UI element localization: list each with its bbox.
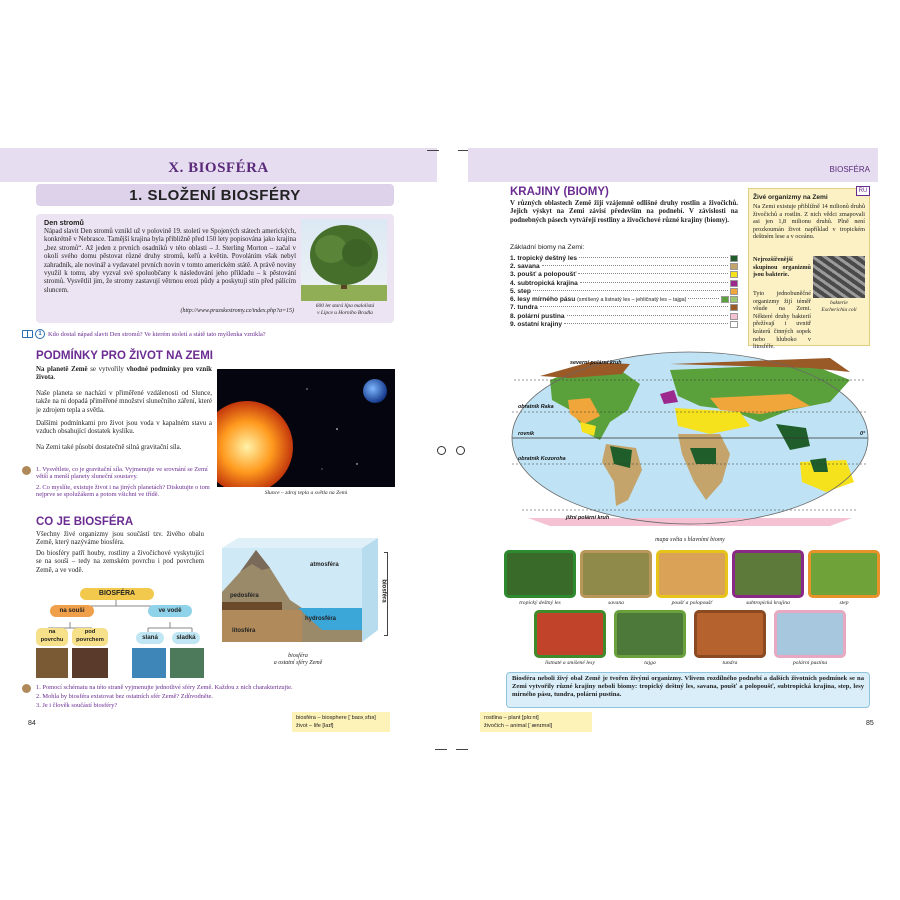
right-vocab-1: rostlina – plant [plɑːnt] xyxy=(484,715,539,721)
map-equator-label: rovník xyxy=(518,431,535,437)
biome-photo-temperate-forest xyxy=(534,610,606,658)
biome-caption: step xyxy=(839,600,849,606)
crop-mark xyxy=(435,749,447,750)
biome-row: 1. tropický deštný les xyxy=(510,254,738,262)
register-mark xyxy=(456,446,465,455)
discussion-icon xyxy=(22,466,31,475)
lesson-title: 1. SLOŽENÍ BIOSFÉRY xyxy=(129,187,301,204)
biome-row: 5. step xyxy=(510,287,738,295)
info-text: Na Zemi existuje přibližně 14 milionů druhů živočichů a rostlin. Z nich vědci zmapovali asi jen 1,8 milionu druhů. Plně není prozkoumán život například v tropickém deštném lese a v oceánu. xyxy=(753,203,865,241)
right-vocab-2: živočich – animal [ˈænɪməl] xyxy=(484,723,553,729)
layer-hydrosphere: hydrosféra xyxy=(305,616,337,622)
biosphere-question-3: 3. Je i člověk součástí biosféry? xyxy=(36,702,118,709)
book-icon xyxy=(22,330,33,338)
sun-photo-caption: Slunce – zdroj tepla a světla na Zemi xyxy=(264,490,348,496)
info-heading-2: Nejrozšířenější skupinou organizmů jsou bakterie. xyxy=(753,256,811,279)
sun-earth-photo xyxy=(217,369,395,487)
map-capricorn-label: obratník Kozoroha xyxy=(518,456,566,462)
biosphere-para-1: Všechny živé organizmy jsou součástí tzv. živého obalu Země, který nazýváme biosféra. xyxy=(36,531,204,547)
layer-lithosphere: litosféra xyxy=(232,628,256,634)
biosphere-para-2: Do biosféry patří houby, rostliny a živočichové vyskytující se na souši – tedy na zemském povrchu i pod povrchem Země, a ve vodě. xyxy=(36,550,204,574)
map-antarctic-label: jižní polární kruh xyxy=(566,515,610,521)
biome-photo-taiga xyxy=(614,610,686,658)
tree-box-source: (http://www.prazskestromy.cz/index.php?a=15) xyxy=(180,308,294,314)
left-vocab-1: biosféra – biosphere [ˈbaɪəˌsfɪə] xyxy=(296,715,376,721)
info-badge: RU xyxy=(856,186,870,196)
spheres-diagram xyxy=(212,530,384,642)
left-page-number: 84 xyxy=(28,720,36,727)
layer-pedosphere: pedosféra xyxy=(230,593,259,599)
fish-photo xyxy=(170,648,204,678)
biome-caption: subtropická krajina xyxy=(746,600,790,606)
map-cancer-label: obratník Raka xyxy=(518,404,554,410)
discussion-icon-2 xyxy=(22,684,31,693)
biome-row: 7. tundra xyxy=(510,304,738,312)
bacteria-caption-1: bakterie xyxy=(830,300,848,306)
conditions-para-2: Naše planeta se nachází v přiměřené vzdálenosti od Slunce, takže na ni dopadá přiměřené množství slunečního záření, které je zdrojem tepla a světla. xyxy=(36,390,212,414)
map-caption: mapa světa s hlavními biomy xyxy=(655,537,725,543)
biomes-list xyxy=(510,254,738,329)
right-page xyxy=(468,148,900,738)
biome-photo-polar xyxy=(774,610,846,658)
dolphin-photo xyxy=(132,648,166,678)
tree-photo xyxy=(301,219,387,301)
conditions-para-1: Na planetě Země se vytvořily vhodné podmínky pro vznik života. xyxy=(36,366,212,382)
biome-photo-tundra xyxy=(694,610,766,658)
conditions-question-1: 1. Vysvětlete, co je gravitační síla. Vyjmenujte ve srovnání se Zemí větší a menší planety sluneční soustavy. xyxy=(36,466,208,481)
conditions-heading: PODMÍNKY PRO ŽIVOT NA ZEMI xyxy=(36,350,213,362)
biome-row: 6. lesy mírného pásu (smíšený a listnatý les – jehličnatý les – tajga) xyxy=(510,295,738,303)
diagram-surface: na povrchu xyxy=(36,628,68,646)
map-arctic-label: severní polární kruh xyxy=(570,360,622,366)
biome-row: 8. polární pustina xyxy=(510,312,738,320)
conditions-para-4: Na Zemi také působí dostatečně silná gravitační síla. xyxy=(36,444,182,451)
biome-photo-desert xyxy=(656,550,728,598)
biome-row: 4. subtropická krajina xyxy=(510,279,738,287)
biome-photo-subtropical xyxy=(732,550,804,598)
biome-caption: tundra xyxy=(722,660,738,666)
conditions-para-3: Dalšími podmínkami pro život jsou voda v kapalném stavu a vzduch obsahující dostatek kyslíku. xyxy=(36,420,212,436)
spheres-caption-2: a ostatní sféry Země xyxy=(273,660,323,666)
question-1-text: Kdo dostal nápad slavit Den stromů? Ve kterém století a státě tato myšlenka vznikla? xyxy=(48,331,266,338)
left-page xyxy=(0,148,437,738)
bacteria-caption-2: Escherichia coli xyxy=(821,307,857,313)
tree-photo-caption-2: v Lipce u Horního Bradla xyxy=(317,310,373,316)
biosphere-question-2: 2. Mohla by biosféra existovat bez ostatních sfér Země? Zdůvodněte. xyxy=(36,693,213,700)
biome-row: 3. poušť a polopoušť xyxy=(510,271,738,279)
biome-caption: tajga xyxy=(644,660,656,666)
biome-caption: poušť a polopoušť xyxy=(671,600,713,606)
layer-atmosphere: atmosféra xyxy=(310,562,339,568)
diagram-fresh-water: sladká xyxy=(172,632,200,644)
summary-text: Biosféra neboli živý obal Země je tvořen živými organizmy. Vlivem rozdílného podnebí a dalších životních podmínek se na Zemi vytvořily různé krajiny neboli biomy: tropický deštný les, savana, poušť a polopoušť, subtropická krajina, step, lesy mírného pásu, tundra, polární pustina. xyxy=(512,675,864,698)
diagram-land: na souši xyxy=(50,605,94,617)
question-number-badge: 1 xyxy=(35,329,45,339)
tree-photo-caption-1: 600 let stará lípa malolistá xyxy=(315,303,375,309)
biome-photo-steppe xyxy=(808,550,880,598)
biome-caption: tropický deštný les xyxy=(519,600,561,606)
biome-photo-rainforest xyxy=(504,550,576,598)
running-head: BIOSFÉRA xyxy=(829,165,870,174)
diagram-salt-water: slaná xyxy=(136,632,164,644)
tree-box-text: Nápad slavit Den stromů vznikl už v polovině 19. století ve Spojených státech amerických, konkrétně v Nebrasce. Tamější krajina byla přibližně před 150 lety popisována jako krajina „bez stromů“. Až jeden z prvních osadníků v této oblasti – J. Sterling Morton – začal v okolí svého domu pěstovat různé druhy stromů, keřů a květin. Povoláním však nebyl zahradník, ale novinář a vydavatel prvních novin v tomto americkém státě. A právě noviny využil k tomu, aby vyzval své spoluobčany k následování jeho příkladu – k pěstování stromů. Vysvětlil jim, že stromy zastavují větrnou erozi půdy a poskytují stín před pálícím sluncem. xyxy=(44,228,296,294)
worm-photo xyxy=(72,648,108,678)
register-mark xyxy=(437,446,446,455)
biomes-heading: KRAJINY (BIOMY) xyxy=(510,186,609,198)
info-text-2: Tyto jednobuněčné organizmy žijí téměř všude na Zemi. Některé druhy bakterií přežívají i uvnitř kráterů činných sopek nebo hluboko v litosféře. xyxy=(753,290,811,351)
chapter-title: X. BIOSFÉRA xyxy=(168,160,269,176)
biome-photo-savanna xyxy=(580,550,652,598)
biomes-list-title: Základní biomy na Zemi: xyxy=(510,244,585,251)
deer-photo xyxy=(36,648,68,678)
crop-mark xyxy=(427,150,439,151)
biome-row: 2. savana xyxy=(510,262,738,270)
left-vocab-2: život – life [laɪf] xyxy=(296,723,334,729)
biomes-intro: V různých oblastech Země žijí vzájemně odlišné druhy rostlin a živočichů. Jejich výskyt na Zemi závisí především na podnebí. V závislosti na podnebných pásech vytvářejí rostliny a živočichové různé krajiny (biomy). xyxy=(510,200,738,224)
biosphere-heading: CO JE BIOSFÉRA xyxy=(36,516,134,528)
spheres-caption-1: biosféra xyxy=(288,653,308,659)
biome-caption: savana xyxy=(608,600,624,606)
biosphere-question-1: 1. Pomocí schématu na této straně vyjmenujte jednotlivé sféry Země. Každou z nich charakterizujte. xyxy=(36,684,293,691)
biome-row: 9. ostatní krajiny xyxy=(510,320,738,328)
crop-mark xyxy=(456,749,468,750)
bacteria-photo xyxy=(813,256,865,298)
biome-caption: polární pustina xyxy=(792,660,828,666)
tree-box-heading: Den stromů xyxy=(44,218,84,227)
diagram-root: BIOSFÉRA xyxy=(80,588,154,600)
right-page-number: 85 xyxy=(866,720,874,727)
world-map xyxy=(510,350,870,526)
map-zero-label: 0° xyxy=(860,431,866,437)
diagram-water: ve vodě xyxy=(148,605,192,617)
conditions-question-2: 2. Co myslíte, existuje život i na jiných planetách? Diskutujte o tom nejprve se spolužákem a potom všichni ve třídě. xyxy=(36,484,210,499)
info-heading: Živé organizmy na Zemi xyxy=(753,194,828,201)
diagram-underground: pod povrchem xyxy=(72,628,108,646)
biome-caption: listnaté a smíšené lesy xyxy=(545,660,595,666)
layer-biosphere-side: biosféra xyxy=(380,579,387,603)
